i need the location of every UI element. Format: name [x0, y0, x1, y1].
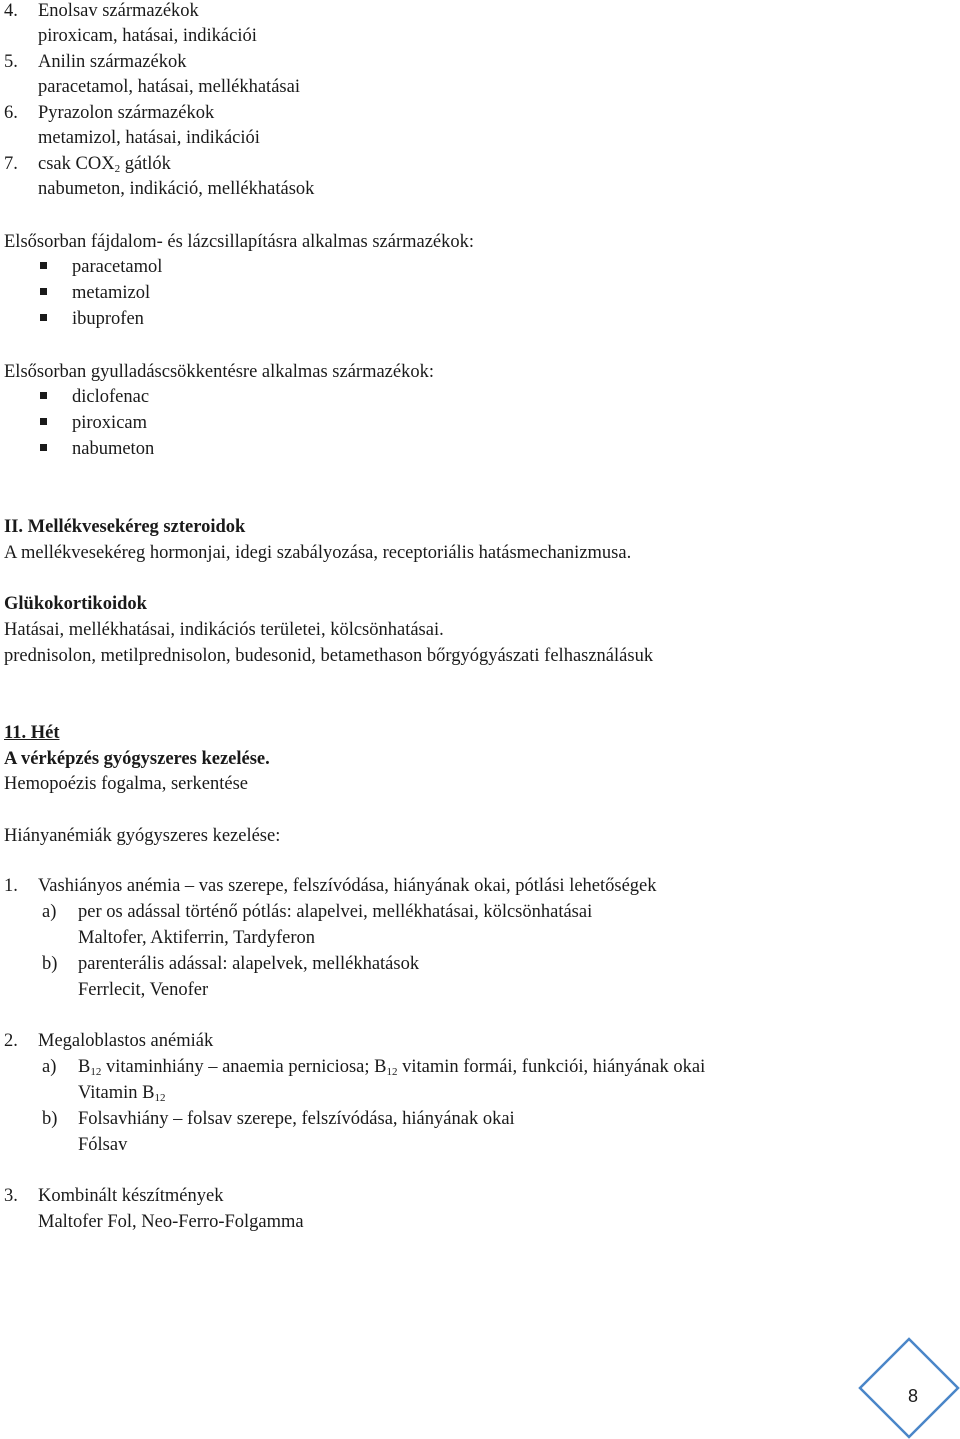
sub-letter: a): [42, 902, 57, 922]
list-number: 3.: [4, 1186, 18, 1206]
list-title: Anilin származékok: [38, 52, 187, 72]
sub-letter: b): [42, 954, 58, 974]
pain-item: metamizol: [72, 283, 151, 303]
list-number: 1.: [4, 876, 18, 896]
bullet-icon: [40, 262, 47, 269]
inflam-item: piroxicam: [72, 413, 148, 433]
week-text: Hemopoézis fogalma, serkentése: [4, 774, 249, 794]
list-number: 6.: [4, 103, 18, 123]
list-subtext: nabumeton, indikáció, mellékhatások: [38, 179, 315, 199]
inflam-item: nabumeton: [72, 439, 155, 459]
list-subtext: metamizol, hatásai, indikációi: [38, 128, 260, 148]
subsection-text: Hatásai, mellékhatásai, indikációs területei, kölcsönhatásai.: [4, 620, 444, 640]
sub-item-text: per os adással történő pótlás: alapelvei, mellékhatásai, kölcsönhatásai: [78, 902, 593, 922]
week-title: A vérképzés gyógyszeres kezelése.: [4, 749, 270, 769]
list-subtext: paracetamol, hatásai, mellékhatásai: [38, 77, 300, 97]
sub-item-drugs: Vitamin $B_{12}$: [78, 1083, 166, 1104]
anemia-heading: Hiányanémiák gyógyszeres kezelése:: [4, 826, 281, 846]
bullet-icon: [40, 444, 47, 451]
sub-letter: a): [42, 1057, 57, 1077]
pain-item: paracetamol: [72, 257, 163, 277]
list-number: 7.: [4, 154, 18, 174]
list-title: Megaloblastos anémiák: [38, 1031, 214, 1051]
bullet-icon: [40, 288, 47, 295]
list-title: csak $COX_2$ gátlók: [38, 154, 171, 175]
sub-item-text: parenterális adással: alapelvek, mellékhatások: [78, 954, 420, 974]
pain-item: ibuprofen: [72, 309, 144, 329]
section-text: A mellékvesekéreg hormonjai, idegi szabályozása, receptoriális hatásmechanizmusa.: [4, 543, 632, 563]
list-subtext: Maltofer Fol, Neo-Ferro-Folgamma: [38, 1212, 304, 1232]
week-label: 11. Hét: [4, 723, 60, 743]
sub-letter: b): [42, 1109, 58, 1129]
list-subtext: piroxicam, hatásai, indikációi: [38, 26, 257, 46]
bullet-icon: [40, 392, 47, 399]
list-title: Enolsav származékok: [38, 1, 199, 21]
list-number: 2.: [4, 1031, 18, 1051]
sub-item-drugs: Fólsav: [78, 1135, 128, 1155]
pain-heading: Elsősorban fájdalom- és lázcsillapításra alkalmas származékok:: [4, 232, 475, 252]
list-title: Pyrazolon származékok: [38, 103, 215, 123]
bullet-icon: [40, 314, 47, 321]
list-title: Vashiányos anémia – vas szerepe, felszívódása, hiányának okai, pótlási lehetőségek: [38, 876, 657, 896]
list-number: 4.: [4, 1, 18, 21]
sub-item-drugs: Ferrlecit, Venofer: [78, 980, 209, 1000]
section-title: II. Mellékvesekéreg szteroidok: [4, 517, 246, 537]
inflam-item: diclofenac: [72, 387, 150, 407]
list-title: Kombinált készítmények: [38, 1186, 224, 1206]
bullet-icon: [40, 418, 47, 425]
sub-item-text: Folsavhiány – folsav szerepe, felszívódása, hiányának okai: [78, 1109, 515, 1129]
page-number: 8: [907, 1386, 918, 1406]
sub-item-text: $B_{12}$ vitaminhiány – anaemia perniciosa; $B_{12}$ vitamin formái, funkciói, hiányának okai: [78, 1057, 706, 1078]
list-number: 5.: [4, 52, 18, 72]
subsection-title: Glükokortikoidok: [4, 594, 147, 614]
subsection-text: prednisolon, metilprednisolon, budesonid, betamethason bőrgyógyászati felhasználásuk: [4, 646, 654, 666]
inflam-heading: Elsősorban gyulladáscsökkentésre alkalmas származékok:: [4, 362, 434, 382]
sub-item-drugs: Maltofer, Aktiferrin, Tardyferon: [78, 928, 316, 948]
